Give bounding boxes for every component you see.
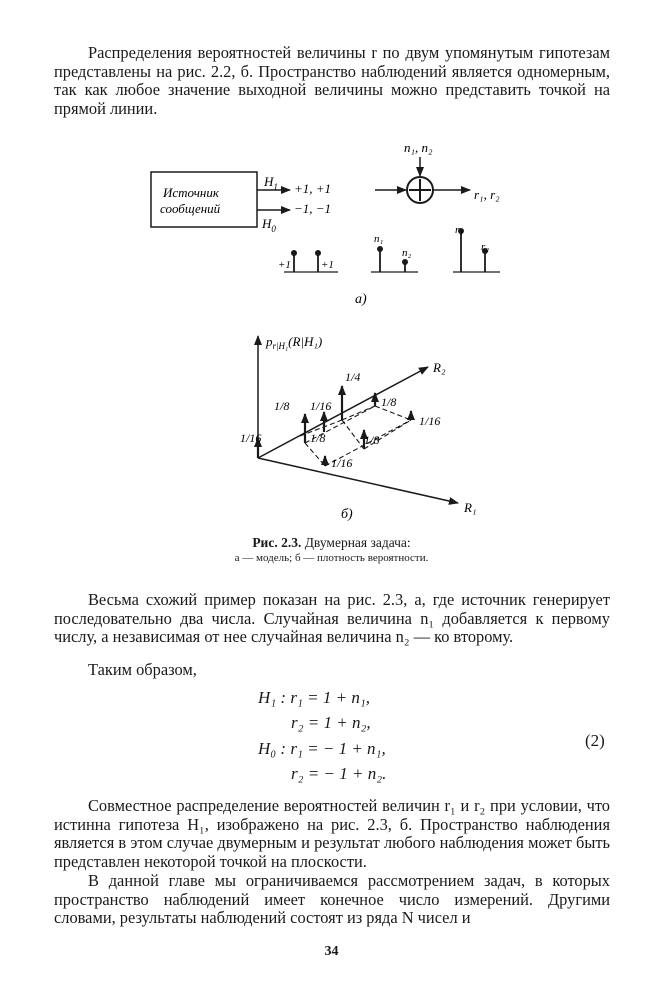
n2-label: n₂ bbox=[402, 247, 412, 259]
figure-b-label: б) bbox=[341, 507, 353, 522]
figure-caption-subtitle: а — модель; б — плотность вероятности. bbox=[234, 552, 429, 564]
caption-title-rest: Двумерная задача: bbox=[304, 535, 411, 550]
equation-line-4: r₂ = − 1 + n₂. bbox=[291, 764, 387, 783]
figure-a-label: а) bbox=[355, 292, 367, 307]
r2-axis-label: R₂ bbox=[433, 360, 446, 375]
h0-label: $H_0$ bbox=[262, 216, 276, 234]
output-label: r₁, r₂ bbox=[474, 187, 500, 202]
r2-label: r₂ bbox=[481, 241, 490, 253]
h0-output: −1, −1 bbox=[294, 201, 332, 216]
spike-right-label: +1 bbox=[321, 259, 334, 271]
source-label-line2: сообщений bbox=[160, 201, 221, 216]
value-label-eighth-d: 1/8 bbox=[364, 433, 380, 447]
value-label-quarter: 1/4 bbox=[345, 370, 361, 384]
h1-label: $H_1$ bbox=[264, 174, 278, 192]
figure-a bbox=[151, 140, 500, 307]
equation-line-1: H₁ : r₁ = 1 + n₁, bbox=[258, 688, 370, 707]
equation-line-3: H₀ : r₁ = − 1 + n₁, bbox=[258, 739, 386, 758]
value-label-sixteenth-a: 1/16 bbox=[310, 399, 332, 413]
value-label-eighth-a: 1/8 bbox=[274, 399, 290, 413]
r1-axis bbox=[258, 458, 458, 503]
page-number: 34 bbox=[324, 944, 339, 959]
p-axis-label: $p_{r|H_1}(R|H_1)$ bbox=[266, 334, 323, 351]
value-label-eighth-c: 1/8 bbox=[310, 431, 326, 445]
h1-output: +1, +1 bbox=[294, 181, 332, 196]
noise-label: n₁, n₂ bbox=[404, 140, 433, 155]
source-label-line1: Источник bbox=[163, 185, 219, 200]
value-label-eighth-b: 1/8 bbox=[381, 395, 397, 409]
figure-b bbox=[240, 334, 476, 522]
paragraph-4: Совместное распределение вероятностей величин r₁ и r₂ при условии, что истинна гипотеза H₁, изображено на рис. 2.3, б. Пространство наблюдения является в этом случае двумерным и результат любого наблюдения может быть представлен некоторой точкой на плоскости. bbox=[54, 796, 610, 871]
value-label-sixteenth-c: 1/16 bbox=[240, 431, 262, 445]
spike-left-label: +1 bbox=[278, 259, 291, 271]
n1-label: n₁ bbox=[374, 233, 384, 245]
paragraph-1: Распределения вероятностей величины r по двум упомянутым гипотезам представлены на рис. 2.2, б. Пространство наблюдений является одномерным, так как любое значение выходной величины можно представить точкой на прямой линии. bbox=[54, 43, 610, 118]
paragraph-3: Таким образом, bbox=[88, 660, 197, 679]
equation-number: (2) bbox=[585, 731, 605, 750]
r1-axis-label: R₁ bbox=[464, 500, 477, 515]
equation-line-2: r₂ = 1 + n₂, bbox=[291, 713, 371, 732]
paragraph-2: Весьма схожий пример показан на рис. 2.3, а, где источник генерирует последовательно два числа. Случайная величина n₁ добавляется к первому числу, а независимая от нее случайная величина n₂ — ко второму. bbox=[54, 590, 610, 647]
value-label-sixteenth-d: 1/16 bbox=[331, 456, 353, 470]
caption-title-bold: Рис. 2.3. bbox=[252, 535, 302, 550]
r1-label: r₁ bbox=[455, 224, 464, 236]
figure-caption bbox=[0, 535, 663, 551]
value-label-sixteenth-b: 1/16 bbox=[419, 414, 441, 428]
paragraph-5: В данной главе мы ограничиваемся рассмотрением задач, в которых пространство наблюдений имеет конечное число измерений. Другими словами, результаты наблюдений состоят из ряда N чисел и bbox=[54, 871, 610, 928]
